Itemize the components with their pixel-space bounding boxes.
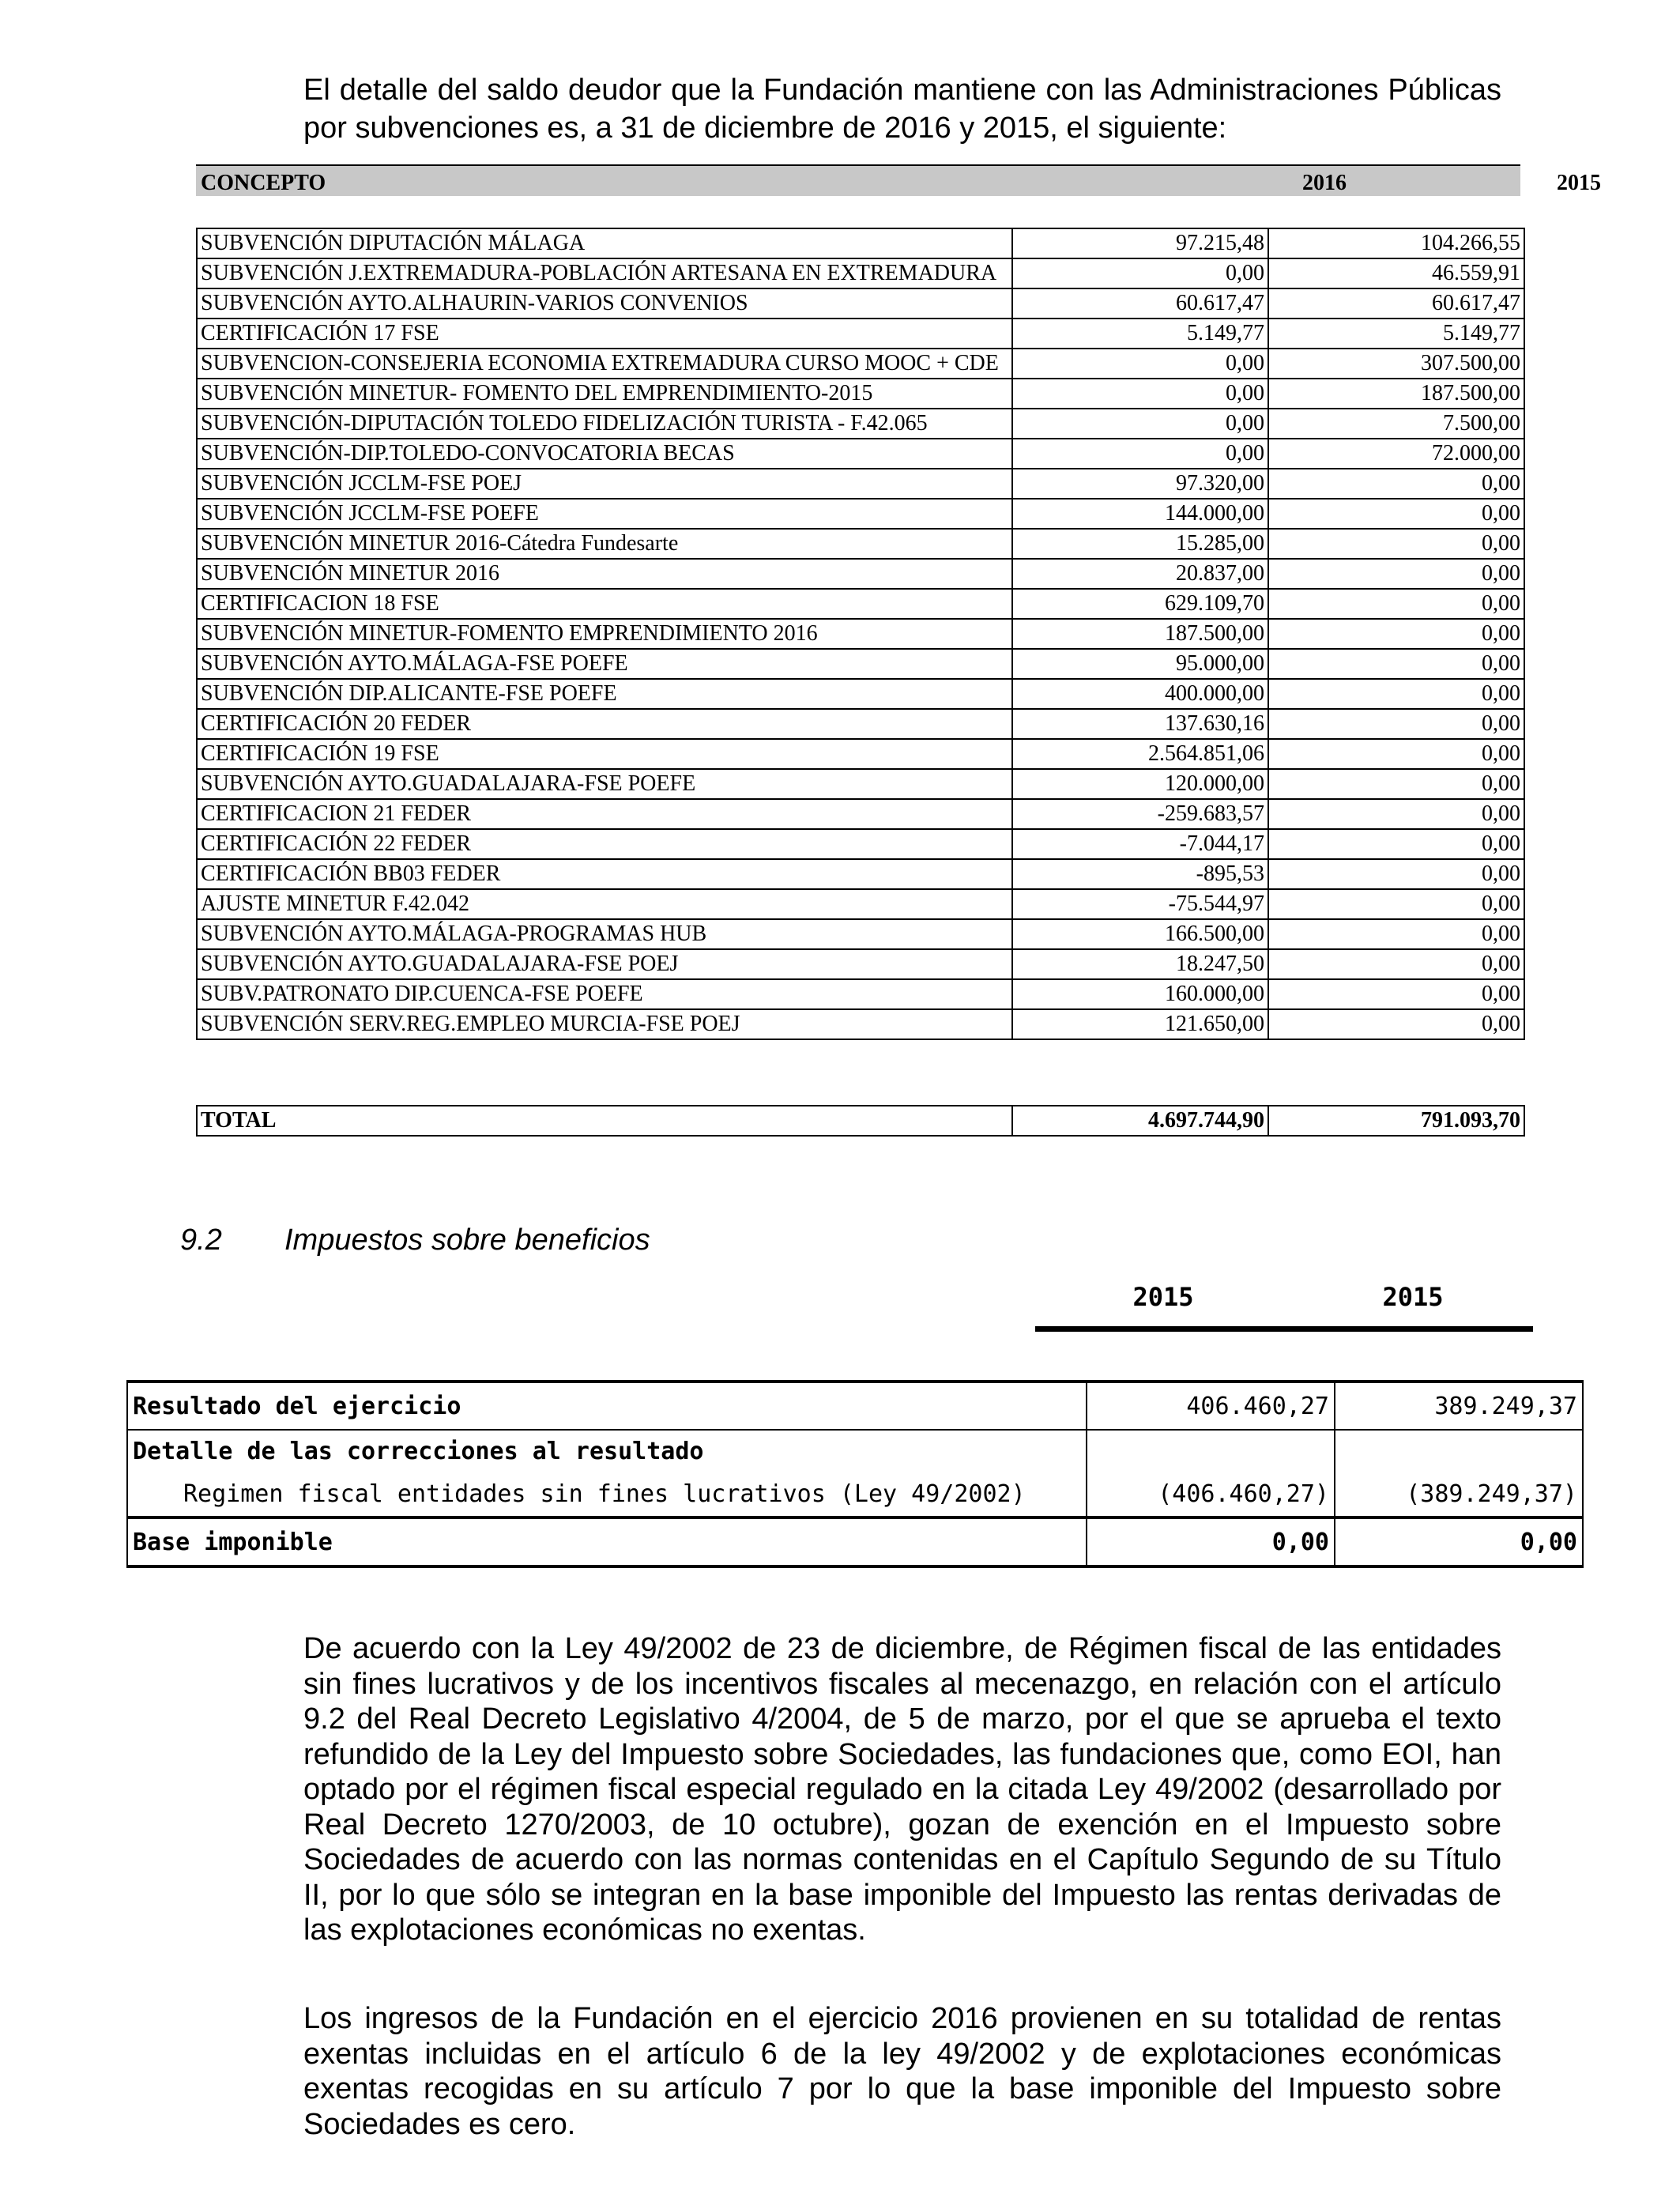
- table-row: [197, 799, 1524, 829]
- row-2016: 629.109,70: [1012, 589, 1268, 619]
- row-concepto: SUBVENCIÓN MINETUR-FOMENTO EMPRENDIMIENTO 2016: [197, 619, 1012, 649]
- row-concepto: SUBVENCIÓN AYTO.GUADALAJARA-FSE POEJ: [197, 949, 1012, 979]
- row-concepto: SUBV.PATRONATO DIP.CUENCA-FSE POEFE: [197, 979, 1012, 1009]
- table-row: [197, 409, 1524, 439]
- row-2016: 60.617,47: [1012, 288, 1268, 319]
- table-row: [197, 379, 1524, 409]
- row-2015: 72.000,00: [1268, 439, 1524, 469]
- detalle-label: Detalle de las correcciones al resultado: [127, 1430, 1087, 1472]
- table-row: [197, 258, 1524, 288]
- row-concepto: SUBVENCIÓN DIPUTACIÓN MÁLAGA: [197, 228, 1012, 258]
- regimen-v1: (406.460,27): [1087, 1472, 1335, 1517]
- table-row: [197, 859, 1524, 889]
- row-2015: 0,00: [1268, 469, 1524, 499]
- table1-total: [196, 1105, 1525, 1137]
- table2-row-resultado: [127, 1382, 1583, 1430]
- row-2015: 0,00: [1268, 559, 1524, 589]
- row-concepto: SUBVENCIÓN SERV.REG.EMPLEO MURCIA-FSE POEJ: [197, 1009, 1012, 1039]
- table2-header-col2: 2015: [1382, 1282, 1444, 1312]
- row-2016: 120.000,00: [1012, 769, 1268, 799]
- table-row: [197, 439, 1524, 469]
- table-row: [197, 829, 1524, 859]
- table-row: [197, 619, 1524, 649]
- row-2016: 97.215,48: [1012, 228, 1268, 258]
- table-row: [197, 529, 1524, 559]
- resultado-label: Resultado del ejercicio: [127, 1382, 1087, 1430]
- row-2016: 2.564.851,06: [1012, 739, 1268, 769]
- paragraph-ley-49-2002: De acuerdo con la Ley 49/2002 de 23 de diciembre, de Régimen fiscal de las entidades sin fines lucrativos y de los incentivos fiscales al mecenazgo, en relación con el artículo 9.2 del Real Decreto Legislativo 4/2004, de 5 de marzo, por el que se aprueba el texto refundido de la Ley del Impuesto sobre Sociedades, las fundaciones que, como EOI, han optado por el régimen fiscal especial regulado en la citada Ley 49/2002 (desarrollado por Real Decreto 1270/2003, de 10 octubre), gozan de exención en el Impuesto sobre Sociedades de acuerdo con las normas contenidas en el Capítulo Segundo de su Título II, por lo que sólo se integran en la base imponible del Impuesto las rentas derivadas de las explotaciones económicas no exentas.: [303, 1632, 1501, 1947]
- base-v1: 0,00: [1087, 1517, 1335, 1566]
- row-2015: 0,00: [1268, 619, 1524, 649]
- row-concepto: SUBVENCIÓN MINETUR 2016-Cátedra Fundesarte: [197, 529, 1012, 559]
- row-concepto: SUBVENCIÓN AYTO.GUADALAJARA-FSE POEFE: [197, 769, 1012, 799]
- row-concepto: CERTIFICACIÓN 19 FSE: [197, 739, 1012, 769]
- row-concepto: SUBVENCION-CONSEJERIA ECONOMIA EXTREMADURA CURSO MOOC + CDE: [197, 349, 1012, 379]
- table-row: [197, 559, 1524, 589]
- row-concepto: CERTIFICACIÓN 17 FSE: [197, 319, 1012, 349]
- table-row: [197, 499, 1524, 529]
- section-number: 9.2: [180, 1223, 222, 1257]
- row-2015: 187.500,00: [1268, 379, 1524, 409]
- row-2016: 166.500,00: [1012, 919, 1268, 949]
- row-concepto: SUBVENCIÓN AYTO.ALHAURIN-VARIOS CONVENIOS: [197, 288, 1012, 319]
- row-2015: 60.617,47: [1268, 288, 1524, 319]
- row-2016: -895,53: [1012, 859, 1268, 889]
- row-2016: 0,00: [1012, 349, 1268, 379]
- base-v2: 0,00: [1335, 1517, 1583, 1566]
- base-label: Base imponible: [127, 1517, 1087, 1566]
- table2-row-detalle: [127, 1430, 1583, 1472]
- row-concepto: CERTIFICACIÓN 22 FEDER: [197, 829, 1012, 859]
- table-row: [197, 228, 1524, 258]
- table-row: [197, 769, 1524, 799]
- row-2016: 15.285,00: [1012, 529, 1268, 559]
- row-concepto: CERTIFICACION 18 FSE: [197, 589, 1012, 619]
- row-2016: 95.000,00: [1012, 649, 1268, 679]
- row-concepto: CERTIFICACION 21 FEDER: [197, 799, 1012, 829]
- row-concepto: SUBVENCIÓN MINETUR- FOMENTO DEL EMPRENDIMIENTO-2015: [197, 379, 1012, 409]
- table-row: [197, 979, 1524, 1009]
- row-2016: 97.320,00: [1012, 469, 1268, 499]
- row-2015: 0,00: [1268, 799, 1524, 829]
- row-concepto: SUBVENCIÓN J.EXTREMADURA-POBLACIÓN ARTESANA EN EXTREMADURA: [197, 258, 1012, 288]
- table-row: [197, 1009, 1524, 1039]
- row-2016: -259.683,57: [1012, 799, 1268, 829]
- row-2016: -7.044,17: [1012, 829, 1268, 859]
- table-row: [197, 889, 1524, 919]
- table-row: [197, 349, 1524, 379]
- table2: [126, 1380, 1584, 1568]
- row-2016: 0,00: [1012, 258, 1268, 288]
- row-2015: 0,00: [1268, 919, 1524, 949]
- row-2015: 5.149,77: [1268, 319, 1524, 349]
- row-concepto: CERTIFICACIÓN BB03 FEDER: [197, 859, 1012, 889]
- row-2016: -75.544,97: [1012, 889, 1268, 919]
- row-concepto: SUBVENCIÓN-DIP.TOLEDO-CONVOCATORIA BECAS: [197, 439, 1012, 469]
- row-2015: 0,00: [1268, 889, 1524, 919]
- table1-header: [196, 164, 1601, 196]
- row-concepto: SUBVENCIÓN DIP.ALICANTE-FSE POEFE: [197, 679, 1012, 709]
- row-concepto: SUBVENCIÓN-DIPUTACIÓN TOLEDO FIDELIZACIÓN TURISTA - F.42.065: [197, 409, 1012, 439]
- row-2015: 0,00: [1268, 949, 1524, 979]
- table-row: [197, 469, 1524, 499]
- row-2015: 0,00: [1268, 979, 1524, 1009]
- total-2016: 4.697.744,90: [1012, 1106, 1268, 1136]
- total-label: TOTAL: [197, 1106, 1012, 1136]
- row-concepto: SUBVENCIÓN JCCLM-FSE POEJ: [197, 469, 1012, 499]
- row-concepto: SUBVENCIÓN JCCLM-FSE POEFE: [197, 499, 1012, 529]
- resultado-v1: 406.460,27: [1087, 1382, 1335, 1430]
- row-2015: 104.266,55: [1268, 228, 1524, 258]
- row-2015: 7.500,00: [1268, 409, 1524, 439]
- row-2015: 0,00: [1268, 769, 1524, 799]
- table-row: [197, 679, 1524, 709]
- row-2016: 18.247,50: [1012, 949, 1268, 979]
- total-2015: 791.093,70: [1268, 1106, 1524, 1136]
- row-2016: 121.650,00: [1012, 1009, 1268, 1039]
- row-2016: 5.149,77: [1012, 319, 1268, 349]
- row-2016: 0,00: [1012, 409, 1268, 439]
- row-concepto: SUBVENCIÓN AYTO.MÁLAGA-FSE POEFE: [197, 649, 1012, 679]
- table-row: [197, 709, 1524, 739]
- table-row: [197, 919, 1524, 949]
- row-2015: 0,00: [1268, 829, 1524, 859]
- row-concepto: CERTIFICACIÓN 20 FEDER: [197, 709, 1012, 739]
- table-row: [197, 589, 1524, 619]
- table2-header-rule: [1035, 1326, 1533, 1332]
- row-2015: 0,00: [1268, 859, 1524, 889]
- row-concepto: SUBVENCIÓN AYTO.MÁLAGA-PROGRAMAS HUB: [197, 919, 1012, 949]
- resultado-v2: 389.249,37: [1335, 1382, 1583, 1430]
- row-2016: 0,00: [1012, 379, 1268, 409]
- row-2015: 0,00: [1268, 649, 1524, 679]
- section-title: Impuestos sobre beneficios: [284, 1223, 650, 1257]
- row-concepto: SUBVENCIÓN MINETUR 2016: [197, 559, 1012, 589]
- intro-paragraph: El detalle del saldo deudor que la Fundación mantiene con las Administraciones Públicas por subvenciones es, a 31 de diciembre de 2016 y 2015, el siguiente:: [303, 74, 1501, 145]
- table1-total-row: [197, 1106, 1524, 1136]
- row-2015: 0,00: [1268, 589, 1524, 619]
- row-2016: 160.000,00: [1012, 979, 1268, 1009]
- table1-header-concepto: CONCEPTO: [201, 171, 326, 195]
- table-row: [197, 739, 1524, 769]
- table-row: [197, 288, 1524, 319]
- row-2015: 307.500,00: [1268, 349, 1524, 379]
- row-2016: 400.000,00: [1012, 679, 1268, 709]
- table1-header-2016: 2016: [1302, 171, 1347, 195]
- paragraph-ingresos: Los ingresos de la Fundación en el ejercicio 2016 provienen en su totalidad de rentas exentas incluidas en el artículo 6 de la ley 49/2002 y de explotaciones económicas exentas recogidas en su artículo 7 por lo que la base imponible del Impuesto sobre Sociedades es cero.: [303, 2002, 1501, 2141]
- row-2016: 137.630,16: [1012, 709, 1268, 739]
- row-2016: 0,00: [1012, 439, 1268, 469]
- row-2015: 0,00: [1268, 529, 1524, 559]
- row-2015: 0,00: [1268, 679, 1524, 709]
- row-2015: 0,00: [1268, 739, 1524, 769]
- table-row: [197, 649, 1524, 679]
- row-2015: 46.559,91: [1268, 258, 1524, 288]
- row-2015: 0,00: [1268, 709, 1524, 739]
- table2-row-base: [127, 1517, 1583, 1566]
- regimen-v2: (389.249,37): [1335, 1472, 1583, 1517]
- table-row: [197, 319, 1524, 349]
- table2-header-col1: 2015: [1132, 1282, 1194, 1312]
- table1-header-2015: 2015: [1557, 171, 1601, 195]
- row-2015: 0,00: [1268, 1009, 1524, 1039]
- row-concepto: AJUSTE MINETUR F.42.042: [197, 889, 1012, 919]
- regimen-label: Regimen fiscal entidades sin fines lucrativos (Ley 49/2002): [127, 1472, 1087, 1517]
- table-row: [197, 949, 1524, 979]
- table1-body: [196, 228, 1525, 1040]
- row-2015: 0,00: [1268, 499, 1524, 529]
- row-2016: 144.000,00: [1012, 499, 1268, 529]
- table2-row-regimen: [127, 1472, 1583, 1517]
- row-2016: 20.837,00: [1012, 559, 1268, 589]
- row-2016: 187.500,00: [1012, 619, 1268, 649]
